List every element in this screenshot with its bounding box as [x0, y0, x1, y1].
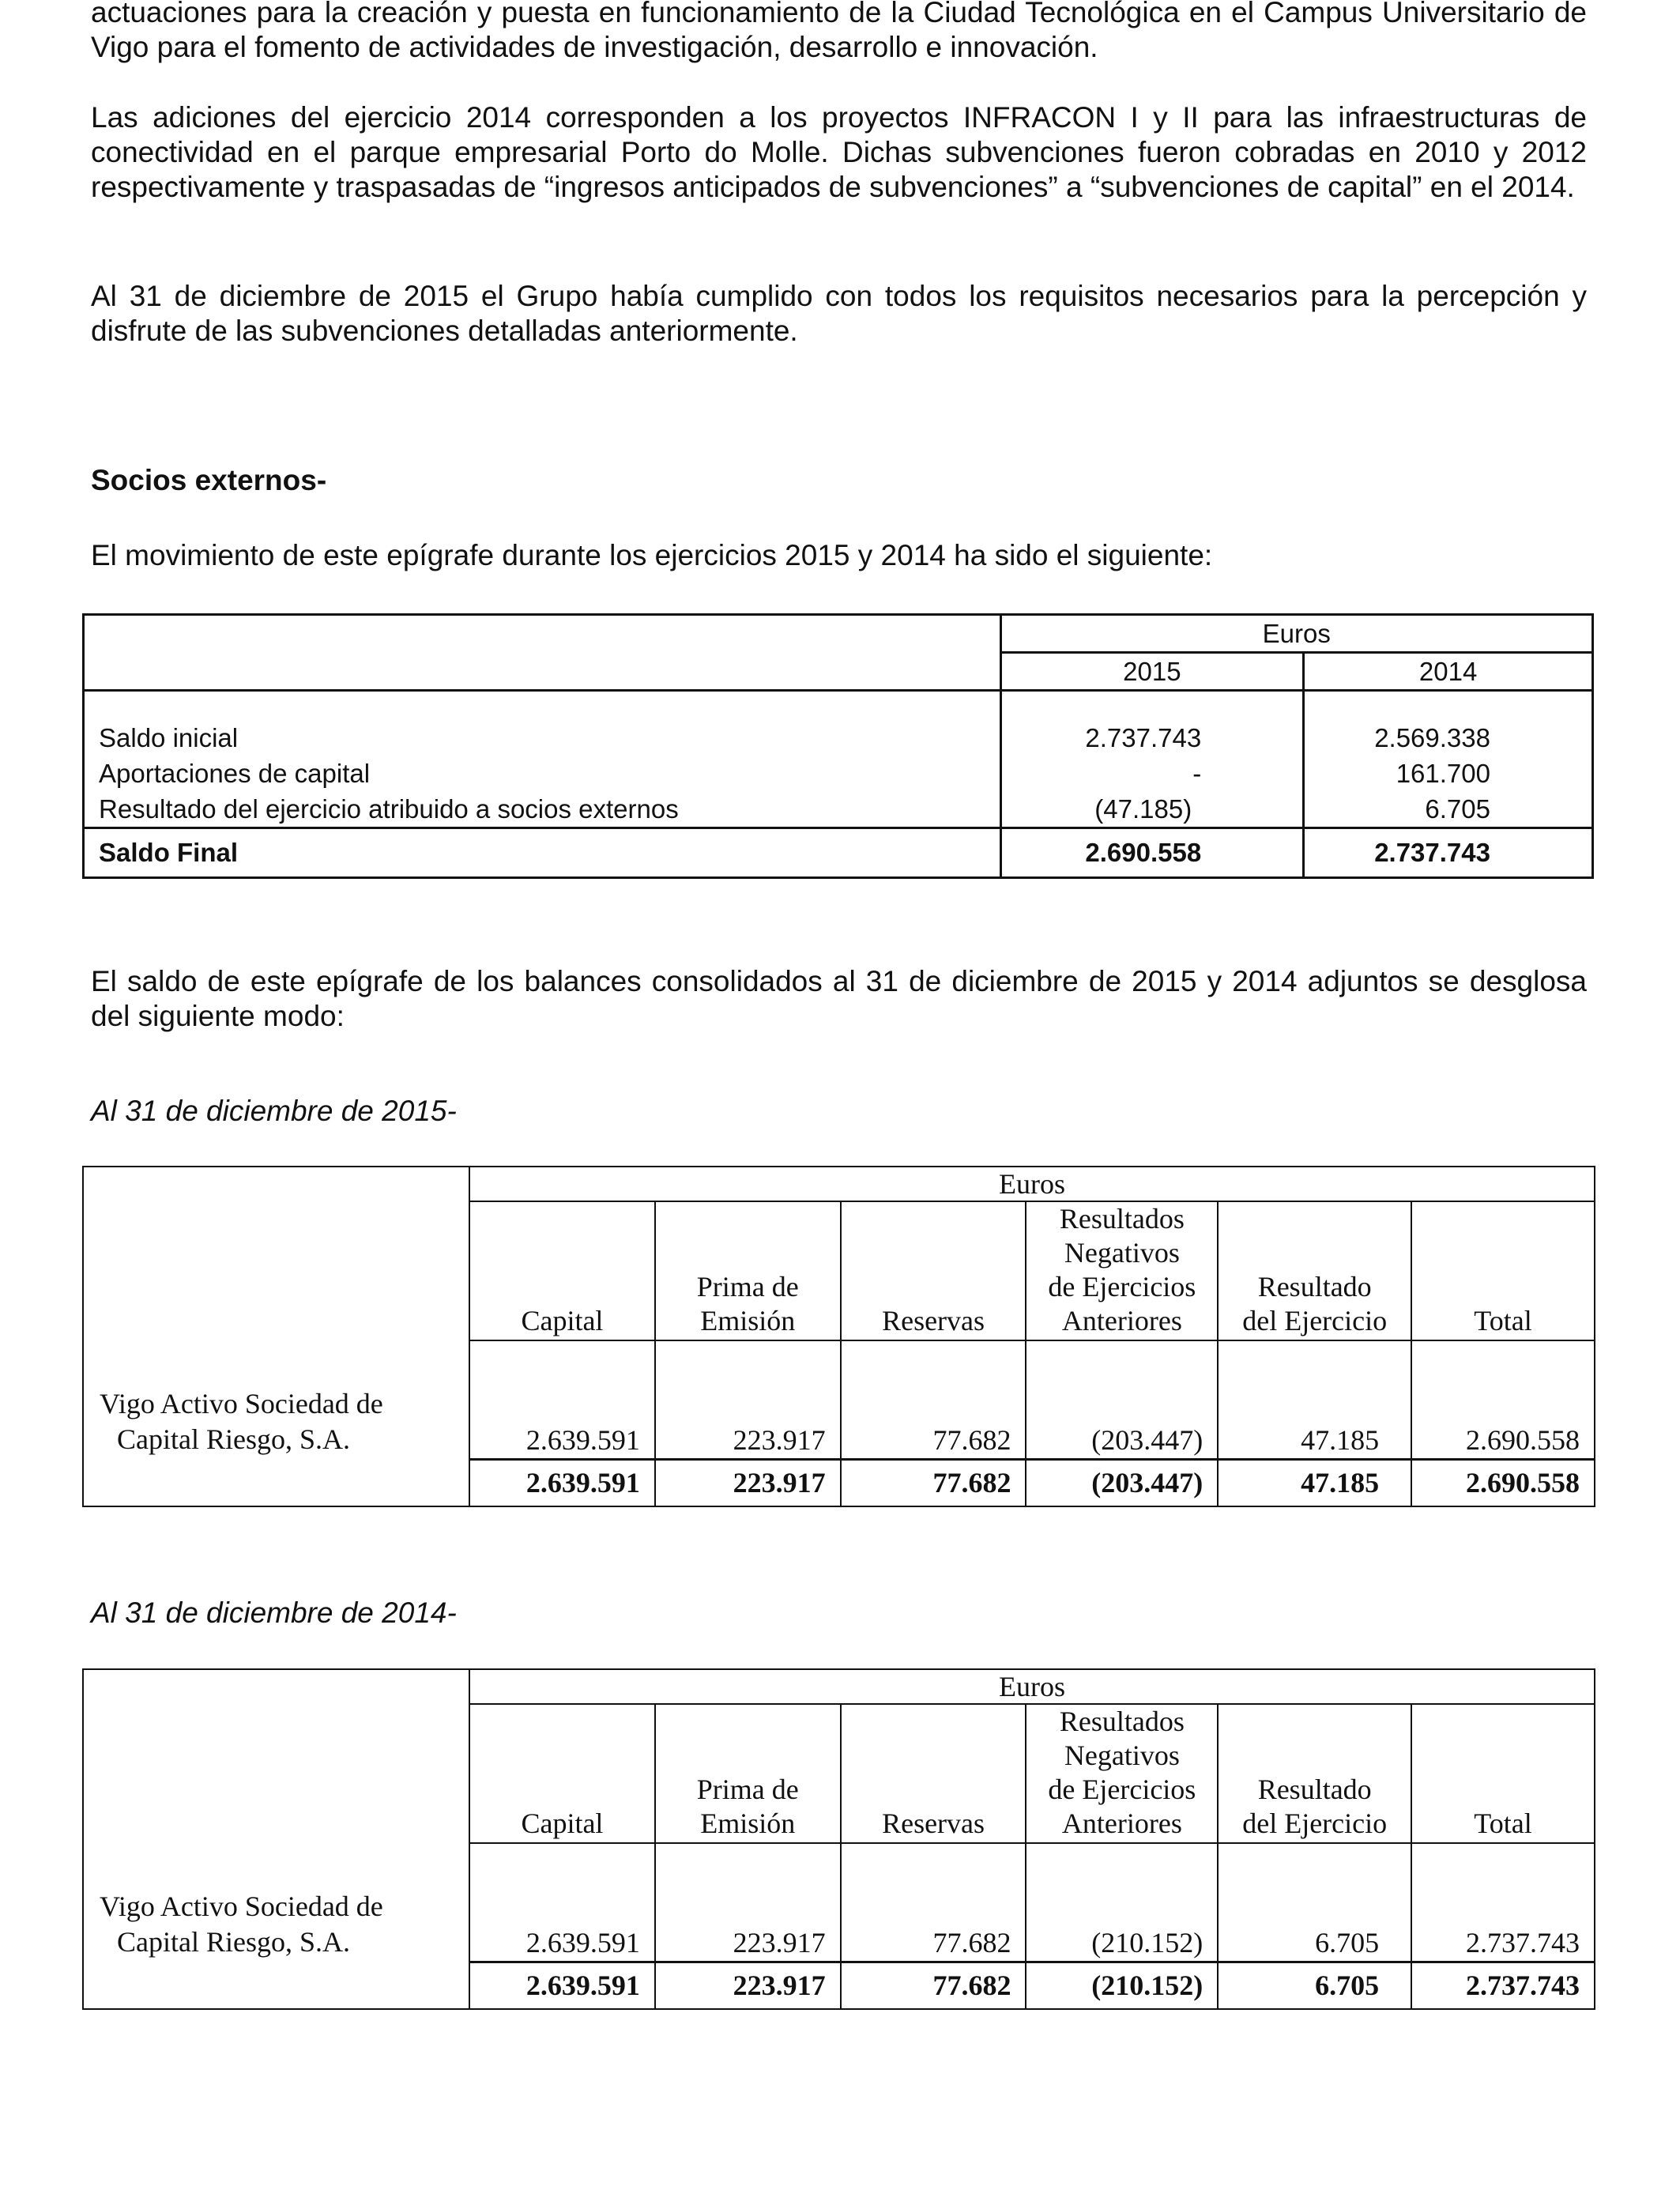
value-2015: (47.185): [1000, 791, 1304, 828]
total-2014: 2.737.743: [1304, 828, 1593, 878]
col-header-prima-emision: Prima de Emisión: [655, 1201, 841, 1340]
total-prima: 223.917: [655, 1459, 841, 1506]
value-resultado-ejercicio: 6.705: [1218, 1843, 1411, 1962]
total-capital: 2.639.591: [469, 1962, 655, 2009]
value-reservas: 77.682: [841, 1340, 1026, 1459]
euros-header: Euros: [1000, 615, 1593, 653]
value-prima: 223.917: [655, 1843, 841, 1962]
col-header-reservas: Reservas: [841, 1201, 1026, 1340]
value-2014: 161.700: [1304, 756, 1593, 791]
table-row: [84, 720, 1593, 756]
total-prima: 223.917: [655, 1962, 841, 2009]
total-reservas: 77.682: [841, 1962, 1026, 2009]
value-2014: 2.569.338: [1304, 720, 1593, 756]
row-label: Resultado del ejercicio atribuido a socios externos: [84, 791, 1001, 828]
year-2014-header: 2014: [1304, 653, 1593, 691]
table-row: [84, 791, 1593, 828]
value-2015: 2.737.743: [1000, 720, 1304, 756]
year-2015-header: 2015: [1000, 653, 1304, 691]
col-header-resultado-ejercicio: Resultado del Ejercicio: [1218, 1201, 1411, 1340]
paragraph-ciudad-tecnologica: actuaciones para la creación y puesta en funcionamiento de la Ciudad Tecnológica en el Campus Universitario de Vigo para el fomento de actividades de investigación, desarrollo e innovación.: [91, 0, 1587, 63]
total-capital: 2.639.591: [469, 1459, 655, 1506]
paragraph-adiciones-2014: Las adiciones del ejercicio 2014 corresponden a los proyectos INFRACON I y II para las infraestructuras de conectividad en el parque empresarial Porto do Molle. Dichas subvenciones fueron cobradas en 2010 y 2012 respectivamente y traspasadas de “ingresos anticipados de subvenciones” a “subvenciones de capital” en el 2014.: [91, 101, 1587, 203]
col-header-capital: Capital: [469, 1201, 655, 1340]
value-resultado-ejercicio: 47.185: [1218, 1340, 1411, 1459]
col-header-total: Total: [1411, 1704, 1595, 1843]
euros-header: Euros: [469, 1167, 1595, 1201]
total-resultado-ejercicio: 47.185: [1218, 1459, 1411, 1506]
total-total: 2.690.558: [1411, 1459, 1595, 1506]
row-label: Saldo inicial: [84, 720, 1001, 756]
row-label-saldo-final: Saldo Final: [84, 828, 1001, 878]
value-total: 2.690.558: [1411, 1340, 1595, 1459]
total-2015: 2.690.558: [1000, 828, 1304, 878]
paragraph-requisitos: Al 31 de diciembre de 2015 el Grupo había cumplido con todos los requisitos necesarios para la percepción y disfrute de las subvenciones detalladas anteriormente.: [91, 280, 1587, 347]
table-row-total: [83, 1962, 1595, 2009]
total-resultado-ejercicio: 6.705: [1218, 1962, 1411, 2009]
col-header-total: Total: [1411, 1201, 1595, 1340]
subheading-2014: Al 31 de diciembre de 2014-: [91, 1596, 457, 1629]
empty-total-label: [83, 1962, 469, 2009]
entity-name-2015: Vigo Activo Sociedad de Capital Riesgo, S.A.: [100, 1388, 383, 1455]
col-header-resultados-negativos: Resultados Negativos de Ejercicios Anteriores: [1026, 1201, 1218, 1340]
paragraph-saldo-desglose: El saldo de este epígrafe de los balances consolidados al 31 de diciembre de 2015 y 2014 adjuntos se desglosa del siguiente modo:: [91, 965, 1587, 1032]
euros-header: Euros: [469, 1669, 1595, 1704]
total-resultados-negativos: (203.447): [1026, 1459, 1218, 1506]
section-heading-socios-externos: Socios externos-: [91, 464, 327, 496]
total-total: 2.737.743: [1411, 1962, 1595, 2009]
total-reservas: 77.682: [841, 1459, 1026, 1506]
value-capital: 2.639.591: [469, 1340, 655, 1459]
col-header-prima-emision: Prima de Emisión: [655, 1704, 841, 1843]
empty-total-label: [83, 1459, 469, 1506]
col-header-resultado-ejercicio: Resultado del Ejercicio: [1218, 1704, 1411, 1843]
value-capital: 2.639.591: [469, 1843, 655, 1962]
entity-name-2014: Vigo Activo Sociedad de Capital Riesgo, S.A.: [100, 1891, 383, 1958]
subheading-2015: Al 31 de diciembre de 2015-: [91, 1095, 457, 1127]
row-label: Aportaciones de capital: [84, 756, 1001, 791]
empty-header-cell: [84, 615, 1001, 691]
total-resultados-negativos: (210.152): [1026, 1962, 1218, 2009]
paragraph-movimiento: El movimiento de este epígrafe durante los ejercicios 2015 y 2014 ha sido el siguiente:: [91, 539, 1213, 571]
value-2014: 6.705: [1304, 791, 1593, 828]
table-row-total: [83, 1459, 1595, 1506]
col-header-resultados-negativos: Resultados Negativos de Ejercicios Anteriores: [1026, 1704, 1218, 1843]
table-row-total: [84, 828, 1593, 878]
value-resultados-negativos: (203.447): [1026, 1340, 1218, 1459]
value-2015: -: [1000, 756, 1304, 791]
value-resultados-negativos: (210.152): [1026, 1843, 1218, 1962]
col-header-reservas: Reservas: [841, 1704, 1026, 1843]
col-header-capital: Capital: [469, 1704, 655, 1843]
movement-table: [82, 613, 1594, 879]
value-prima: 223.917: [655, 1340, 841, 1459]
table-row: [84, 756, 1593, 791]
value-reservas: 77.682: [841, 1843, 1026, 1962]
value-total: 2.737.743: [1411, 1843, 1595, 1962]
